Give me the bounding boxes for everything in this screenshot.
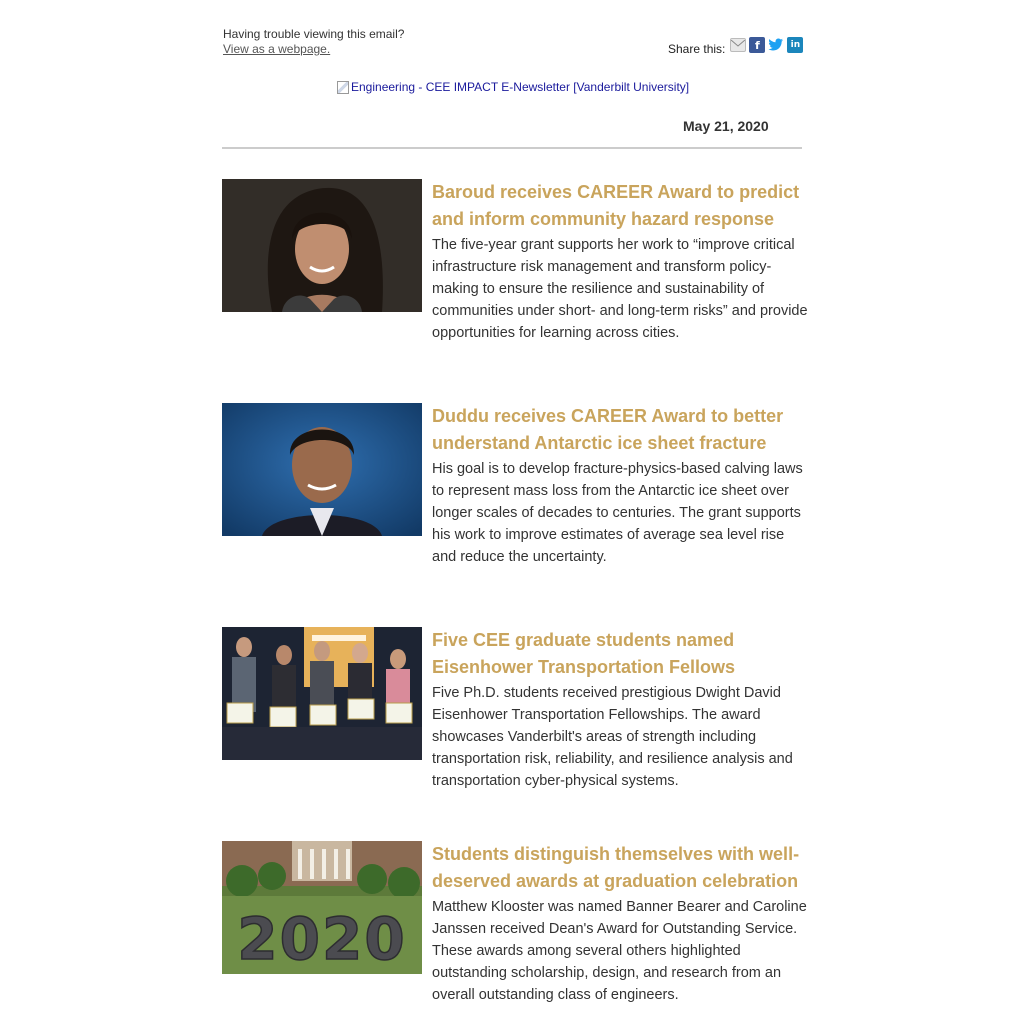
trouble-text: Having trouble viewing this email?: [223, 27, 405, 41]
twitter-icon[interactable]: [768, 37, 784, 53]
share-bar: [668, 37, 803, 56]
article-image[interactable]: [222, 627, 422, 760]
article-headline[interactable]: Baroud receives CAREER Award to predict and inform community hazard response: [432, 182, 800, 229]
view-webpage-link[interactable]: View as a webpage.: [223, 42, 331, 56]
article-image[interactable]: [222, 179, 422, 312]
article-image[interactable]: [222, 841, 422, 974]
article-headline[interactable]: Students distinguish themselves with well-deserved awards at graduation celebration: [432, 844, 800, 891]
share-label: Share this:: [668, 42, 726, 56]
article-headline[interactable]: Duddu receives CAREER Award to better understand Antarctic ice sheet fracture: [432, 406, 784, 453]
banner-image[interactable]: [337, 80, 689, 94]
image-caption-2020: 2020: [237, 905, 407, 973]
article-summary: Five Ph.D. students received prestigious Dwight David Eisenhower Transportation Fellowships. The award showcases Vanderbilt's areas of strength including transportation risk, reliability, and resilience analysis and transportation cyber-physical systems.: [432, 685, 793, 789]
issue-date: May 21, 2020: [683, 118, 769, 134]
mail-icon[interactable]: [730, 38, 746, 52]
article-summary: Matthew Klooster was named Banner Bearer and Caroline Janssen received Dean's Award for Outstanding Service. These awards among several others highlighted outstanding scholarship, design, and research from an overall outstanding class of engineers.: [432, 899, 807, 1003]
banner-alt-text: Engineering - CEE IMPACT E-Newsletter [Vanderbilt University]: [351, 80, 690, 94]
article-summary: His goal is to develop fracture-physics-based calving laws to represent mass loss from the Antarctic ice sheet over longer scales of decades to centuries. The grant supports his work to improve estimates of average sea level rise and reduce the uncertainty.: [432, 461, 803, 565]
article-summary: The five-year grant supports her work to “improve critical infrastructure risk management and transform policy-making to ensure the resilience and sustainability of communities under short- and long-term risks” and provide opportunities for learning across cities.: [432, 237, 808, 341]
divider: [222, 147, 802, 149]
linkedin-icon[interactable]: in: [787, 37, 803, 53]
trouble-notice: [223, 27, 404, 57]
article-headline[interactable]: Five CEE graduate students named Eisenhower Transportation Fellows: [432, 630, 736, 677]
broken-image-icon: [337, 81, 349, 94]
article-image[interactable]: [222, 403, 422, 536]
facebook-icon[interactable]: f: [749, 37, 765, 53]
